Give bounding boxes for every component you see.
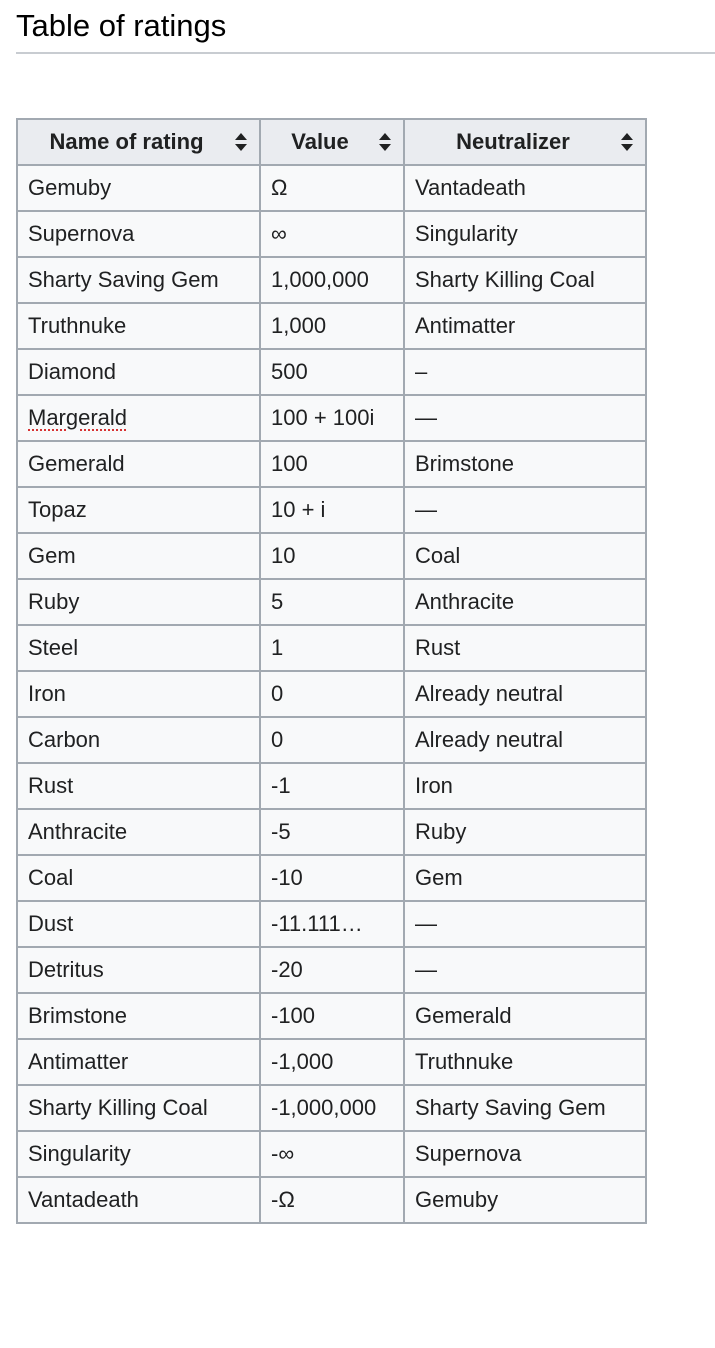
cell-value <box>260 349 404 395</box>
cell-value <box>260 579 404 625</box>
cell-value-text: -100 <box>271 1003 316 1028</box>
sort-icon[interactable] <box>621 132 633 152</box>
cell-neutralizer-text: Iron <box>415 773 453 798</box>
cell-value-text: 100 <box>271 451 308 476</box>
cell-value-text: -1,000 <box>271 1049 334 1074</box>
cell-name-text: Coal <box>28 865 74 890</box>
cell-name <box>17 809 260 855</box>
cell-value <box>260 441 404 487</box>
cell-neutralizer <box>404 395 646 441</box>
table-row <box>17 993 646 1039</box>
cell-name-text: Dust <box>28 911 74 936</box>
cell-neutralizer <box>404 165 646 211</box>
table-row <box>17 211 646 257</box>
cell-name <box>17 993 260 1039</box>
cell-name-text: Ruby <box>28 589 80 614</box>
cell-neutralizer-text: Gemerald <box>415 1003 512 1028</box>
cell-name <box>17 947 260 993</box>
cell-name <box>17 855 260 901</box>
cell-neutralizer <box>404 533 646 579</box>
cell-value-text: 0 <box>271 681 284 706</box>
cell-name <box>17 165 260 211</box>
cell-neutralizer-text: Antimatter <box>415 313 516 338</box>
cell-neutralizer-text: Already neutral <box>415 681 563 706</box>
cell-value-text: 0 <box>271 727 284 752</box>
cell-neutralizer-text: — <box>415 497 437 522</box>
table-row <box>17 257 646 303</box>
cell-name <box>17 1131 260 1177</box>
cell-value <box>260 1131 404 1177</box>
cell-neutralizer-text: Gemuby <box>415 1187 499 1212</box>
sort-icon[interactable] <box>235 132 247 152</box>
table-row <box>17 947 646 993</box>
table-row <box>17 901 646 947</box>
cell-value-text: -11.111… <box>271 911 363 936</box>
cell-neutralizer <box>404 993 646 1039</box>
cell-value <box>260 257 404 303</box>
table-header <box>17 119 646 165</box>
cell-neutralizer-text: Coal <box>415 543 461 568</box>
cell-name-text: Brimstone <box>28 1003 128 1028</box>
cell-name <box>17 257 260 303</box>
cell-value <box>260 165 404 211</box>
cell-value-text: 100 + 100i <box>271 405 375 430</box>
table-row <box>17 441 646 487</box>
cell-name-text: Steel <box>28 635 79 660</box>
cell-value-text: -10 <box>271 865 303 890</box>
cell-name-text: Vantadeath <box>28 1187 139 1212</box>
cell-name <box>17 533 260 579</box>
cell-value <box>260 211 404 257</box>
cell-neutralizer-text: Brimstone <box>415 451 515 476</box>
column-header-label: Neutralizer <box>456 129 570 154</box>
cell-neutralizer-text: Sharty Saving Gem <box>415 1095 606 1120</box>
cell-value-text: -∞ <box>271 1141 295 1166</box>
cell-value-text: 1 <box>271 635 284 660</box>
cell-neutralizer-text: Supernova <box>415 1141 522 1166</box>
cell-neutralizer <box>404 303 646 349</box>
cell-name <box>17 579 260 625</box>
cell-name <box>17 441 260 487</box>
cell-neutralizer <box>404 441 646 487</box>
cell-name-text: Iron <box>28 681 66 706</box>
cell-neutralizer <box>404 763 646 809</box>
table-row <box>17 1039 646 1085</box>
table-row <box>17 395 646 441</box>
cell-name-text: Anthracite <box>28 819 128 844</box>
cell-name <box>17 763 260 809</box>
cell-name <box>17 1039 260 1085</box>
cell-name-text: Diamond <box>28 359 117 384</box>
cell-value-text: -5 <box>271 819 291 844</box>
cell-value-text: Ω <box>271 175 288 200</box>
cell-value-text: -1 <box>271 773 291 798</box>
cell-neutralizer <box>404 809 646 855</box>
cell-value <box>260 1039 404 1085</box>
table-row <box>17 1177 646 1223</box>
cell-neutralizer <box>404 1177 646 1223</box>
cell-name-text: Rust <box>28 773 74 798</box>
cell-neutralizer-text: – <box>415 359 428 384</box>
table-row <box>17 671 646 717</box>
cell-value <box>260 901 404 947</box>
table-row <box>17 349 646 395</box>
cell-value <box>260 303 404 349</box>
cell-value <box>260 1085 404 1131</box>
table-row <box>17 809 646 855</box>
cell-value-text: -20 <box>271 957 303 982</box>
cell-value <box>260 993 404 1039</box>
cell-name <box>17 671 260 717</box>
cell-name-text: Topaz <box>28 497 87 522</box>
cell-neutralizer <box>404 901 646 947</box>
cell-name <box>17 901 260 947</box>
table-row <box>17 1131 646 1177</box>
cell-name-text: Detritus <box>28 957 104 982</box>
cell-value <box>260 533 404 579</box>
cell-name-text: Supernova <box>28 221 135 246</box>
cell-neutralizer <box>404 625 646 671</box>
cell-name <box>17 487 260 533</box>
cell-neutralizer <box>404 349 646 395</box>
cell-value-text: 500 <box>271 359 308 384</box>
cell-neutralizer-text: — <box>415 405 437 430</box>
cell-name-text: Gemuby <box>28 175 112 200</box>
cell-name <box>17 211 260 257</box>
cell-name-text: Singularity <box>28 1141 131 1166</box>
cell-neutralizer-text: Singularity <box>415 221 518 246</box>
cell-neutralizer <box>404 211 646 257</box>
cell-name <box>17 625 260 671</box>
column-header-label: Value <box>291 129 349 154</box>
cell-neutralizer-text: — <box>415 957 437 982</box>
column-header-name[interactable] <box>17 119 260 165</box>
cell-name <box>17 395 260 441</box>
cell-value <box>260 487 404 533</box>
table-row <box>17 579 646 625</box>
cell-name <box>17 349 260 395</box>
cell-name-text: Sharty Saving Gem <box>28 267 219 292</box>
table-row <box>17 487 646 533</box>
cell-value-text: 10 <box>271 543 296 568</box>
cell-value <box>260 1177 404 1223</box>
cell-name <box>17 303 260 349</box>
cell-neutralizer <box>404 1131 646 1177</box>
cell-neutralizer <box>404 717 646 763</box>
table-body <box>17 165 646 1223</box>
cell-value <box>260 947 404 993</box>
cell-neutralizer <box>404 257 646 303</box>
cell-value-text: 1,000 <box>271 313 327 338</box>
cell-neutralizer-text: Gem <box>415 865 463 890</box>
cell-name <box>17 717 260 763</box>
cell-value <box>260 625 404 671</box>
cell-value-text: -1,000,000 <box>271 1095 377 1120</box>
cell-neutralizer <box>404 947 646 993</box>
cell-value-text: 5 <box>271 589 284 614</box>
cell-neutralizer <box>404 855 646 901</box>
table-row <box>17 303 646 349</box>
cell-neutralizer-text: Already neutral <box>415 727 563 752</box>
cell-value-text: 1,000,000 <box>271 267 369 292</box>
column-header-neutralizer[interactable] <box>404 119 646 165</box>
cell-value-text: -Ω <box>271 1187 295 1212</box>
cell-neutralizer-text: Sharty Killing Coal <box>415 267 595 292</box>
cell-value <box>260 855 404 901</box>
cell-neutralizer <box>404 579 646 625</box>
sort-icon[interactable] <box>379 132 391 152</box>
ratings-table <box>16 118 647 1224</box>
cell-value <box>260 763 404 809</box>
cell-name-text: Truthnuke <box>28 313 127 338</box>
cell-name <box>17 1177 260 1223</box>
heading-divider <box>16 52 715 54</box>
cell-name-text: Margerald <box>28 405 128 430</box>
table-row <box>17 165 646 211</box>
cell-name-text: Carbon <box>28 727 101 752</box>
header-row <box>17 119 646 165</box>
cell-neutralizer <box>404 1085 646 1131</box>
cell-value-text: ∞ <box>271 221 287 246</box>
cell-neutralizer <box>404 671 646 717</box>
cell-value <box>260 717 404 763</box>
cell-neutralizer-text: Truthnuke <box>415 1049 514 1074</box>
cell-neutralizer <box>404 1039 646 1085</box>
cell-neutralizer-text: Rust <box>415 635 461 660</box>
cell-name-text: Antimatter <box>28 1049 129 1074</box>
table-row <box>17 763 646 809</box>
table-row <box>17 625 646 671</box>
table-row <box>17 1085 646 1131</box>
cell-neutralizer-text: Ruby <box>415 819 467 844</box>
cell-name-text: Sharty Killing Coal <box>28 1095 208 1120</box>
section-heading: Table of ratings <box>16 8 227 43</box>
table-row <box>17 533 646 579</box>
cell-value-text: 10 + i <box>271 497 326 522</box>
cell-value <box>260 671 404 717</box>
cell-value <box>260 395 404 441</box>
table-row <box>17 855 646 901</box>
column-header-value[interactable] <box>260 119 404 165</box>
cell-name <box>17 1085 260 1131</box>
cell-neutralizer-text: Vantadeath <box>415 175 526 200</box>
table-row <box>17 717 646 763</box>
cell-name-text: Gemerald <box>28 451 125 476</box>
cell-name-text: Gem <box>28 543 76 568</box>
column-header-label: Name of rating <box>49 129 204 154</box>
cell-neutralizer-text: — <box>415 911 437 936</box>
cell-neutralizer <box>404 487 646 533</box>
cell-neutralizer-text: Anthracite <box>415 589 515 614</box>
cell-value <box>260 809 404 855</box>
